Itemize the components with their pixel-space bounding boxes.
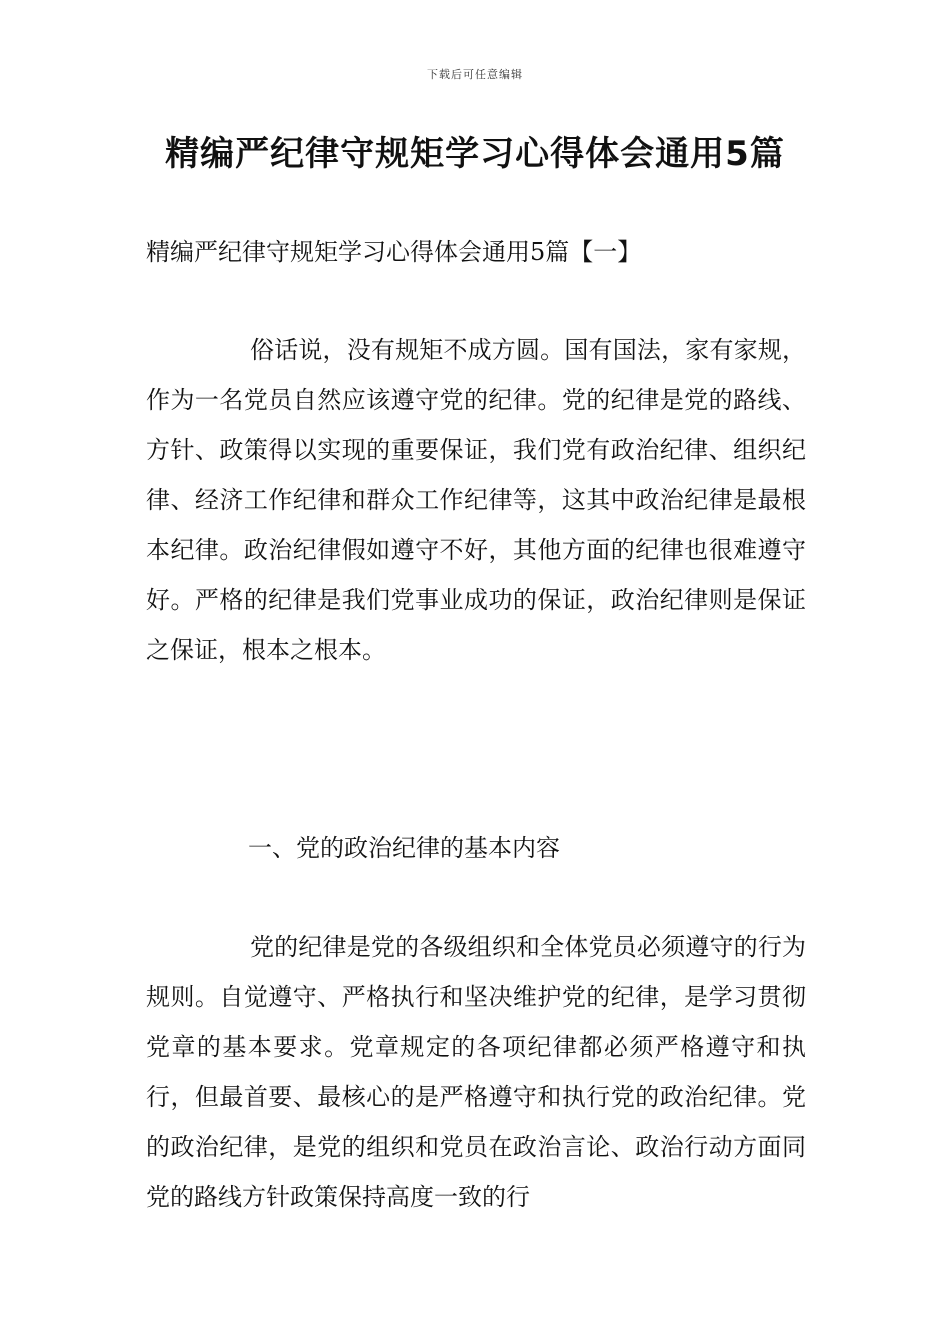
body-paragraph: 俗话说，没有规矩不成方圆。国有国法，家有家规，作为一名党员自然应该遵守党的纪律。党的纪律是党的路线、方针、政策得以实现的重要保证，我们党有政治纪律、组织纪律、经济工作纪律和群众工作纪律等，这其中政治纪律是最根本纪律。政治纪律假如遵守不好，其他方面的纪律也很难遵守好。严格的纪律是我们党事业成功的保证，政治纪律则是保证之保证，根本之根本。 bbox=[146, 336, 806, 664]
document-title: 精编严纪律守规矩学习心得体会通用5篇 bbox=[165, 134, 785, 174]
article-subtitle: 精编严纪律守规矩学习心得体会通用5篇【一】 bbox=[146, 238, 642, 266]
header-note: 下载后可任意编辑 bbox=[427, 68, 523, 81]
body-paragraph: 党的纪律是党的各级组织和全体党员必须遵守的行为规则。自觉遵守、严格执行和坚决维护党的纪律，是学习贯彻党章的基本要求。党章规定的各项纪律都必须严格遵守和执行，但最首要、最核心的是严格遵守和执行党的政治纪律。党的政治纪律，是党的组织和党员在政治言论、政治行动方面同党的路线方针政策保持高度一致的行 bbox=[146, 933, 806, 1211]
section-heading: 一、党的政治纪律的基本内容 bbox=[248, 834, 560, 862]
